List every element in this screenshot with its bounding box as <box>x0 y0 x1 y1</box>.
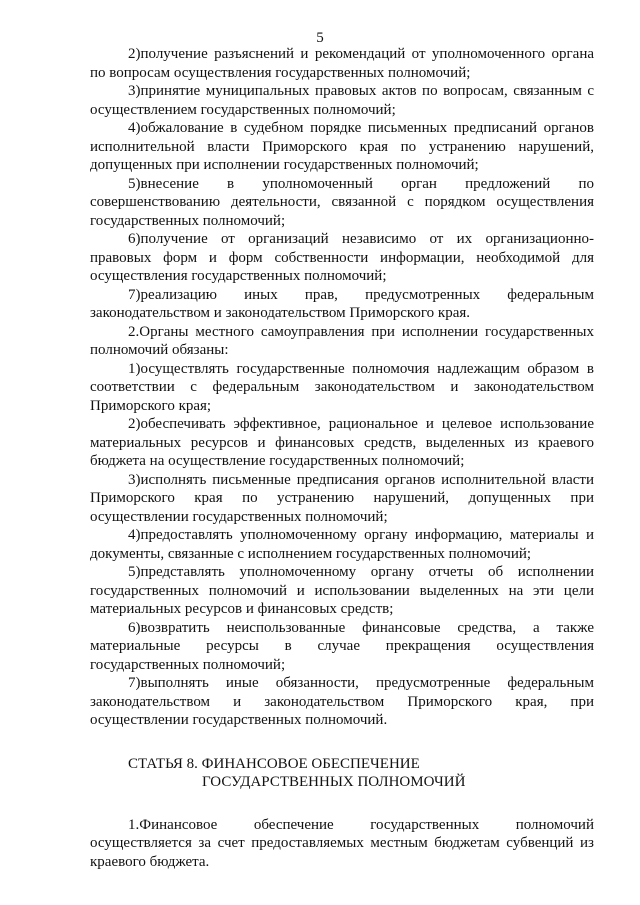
page-number: 5 <box>316 30 324 46</box>
article-heading-line-2: ГОСУДАРСТВЕННЫХ ПОЛНОМОЧИЙ <box>202 774 466 790</box>
paragraph: 4)предоставлять уполномоченному органу информацию, материалы и документы, связанные с исполнением государственных полномочий; <box>90 527 594 562</box>
paragraph: 5)представлять уполномоченному органу отчеты об исполнении государственных полномочий и использовании выделенных на эти цели материальных ресурсов и финансовых средств; <box>90 564 594 617</box>
paragraph: 3)исполнять письменные предписания органов исполнительной власти Приморского края по устранению нарушений, допущенных при осуществлении государственных полномочий; <box>90 471 594 525</box>
paragraph: 7)реализацию иных прав, предусмотренных федеральным законодательством и законодательством Приморского края. <box>90 286 594 321</box>
article-heading-line-1: СТАТЬЯ 8. ФИНАНСОВОЕ ОБЕСПЕЧЕНИЕ <box>128 755 420 772</box>
paragraph: 7)выполнять иные обязанности, предусмотренные федеральным законодательством и законодательством Приморского края, при осуществлении государственных полномочий. <box>90 675 594 728</box>
paragraph: 6)получение от организаций независимо от их организационно-правовых форм и форм собственности информации, необходимой для осуществления государственных полномочий; <box>90 231 594 284</box>
paragraph: 2)обеспечивать эффективное, рациональное и целевое использование материальных ресурсов и финансовых средств, выделенных из краевого бюджета на осуществление государственных полномочий; <box>90 416 594 469</box>
paragraph: 4)обжалование в судебном порядке письменных предписаний органов исполнительной власти Приморского края по устранению нарушений, допущенных при исполнении государственных полномочий; <box>90 120 594 173</box>
paragraph: 3)принятие муниципальных правовых актов по вопросам, связанным с осуществлением государственных полномочий; <box>90 83 594 118</box>
article-heading <box>90 755 594 792</box>
paragraph: 5)внесение в уполномоченный орган предложений по совершенствованию деятельности, связанной с порядком осуществления государственных полномочий; <box>90 175 594 229</box>
paragraph: 2)получение разъяснений и рекомендаций от уполномоченного органа по вопросам осуществления государственных полномочий; <box>90 46 594 81</box>
document-body <box>90 45 594 871</box>
paragraph: 6)возвратить неиспользованные финансовые средства, а также материальные ресурсы в случае прекращения осуществления государственных полномочий; <box>90 619 594 673</box>
paragraph: 1.Финансовое обеспечение государственных полномочий осуществляется за счет предоставляемых местным бюджетам субвенций из краевого бюджета. <box>90 816 594 870</box>
paragraph: 2.Органы местного самоуправления при исполнении государственных полномочий обязаны: <box>90 323 594 358</box>
paragraph: 1)осуществлять государственные полномочия надлежащим образом в соответствии с федеральным законодательством и законодательством Приморского края; <box>90 360 594 414</box>
